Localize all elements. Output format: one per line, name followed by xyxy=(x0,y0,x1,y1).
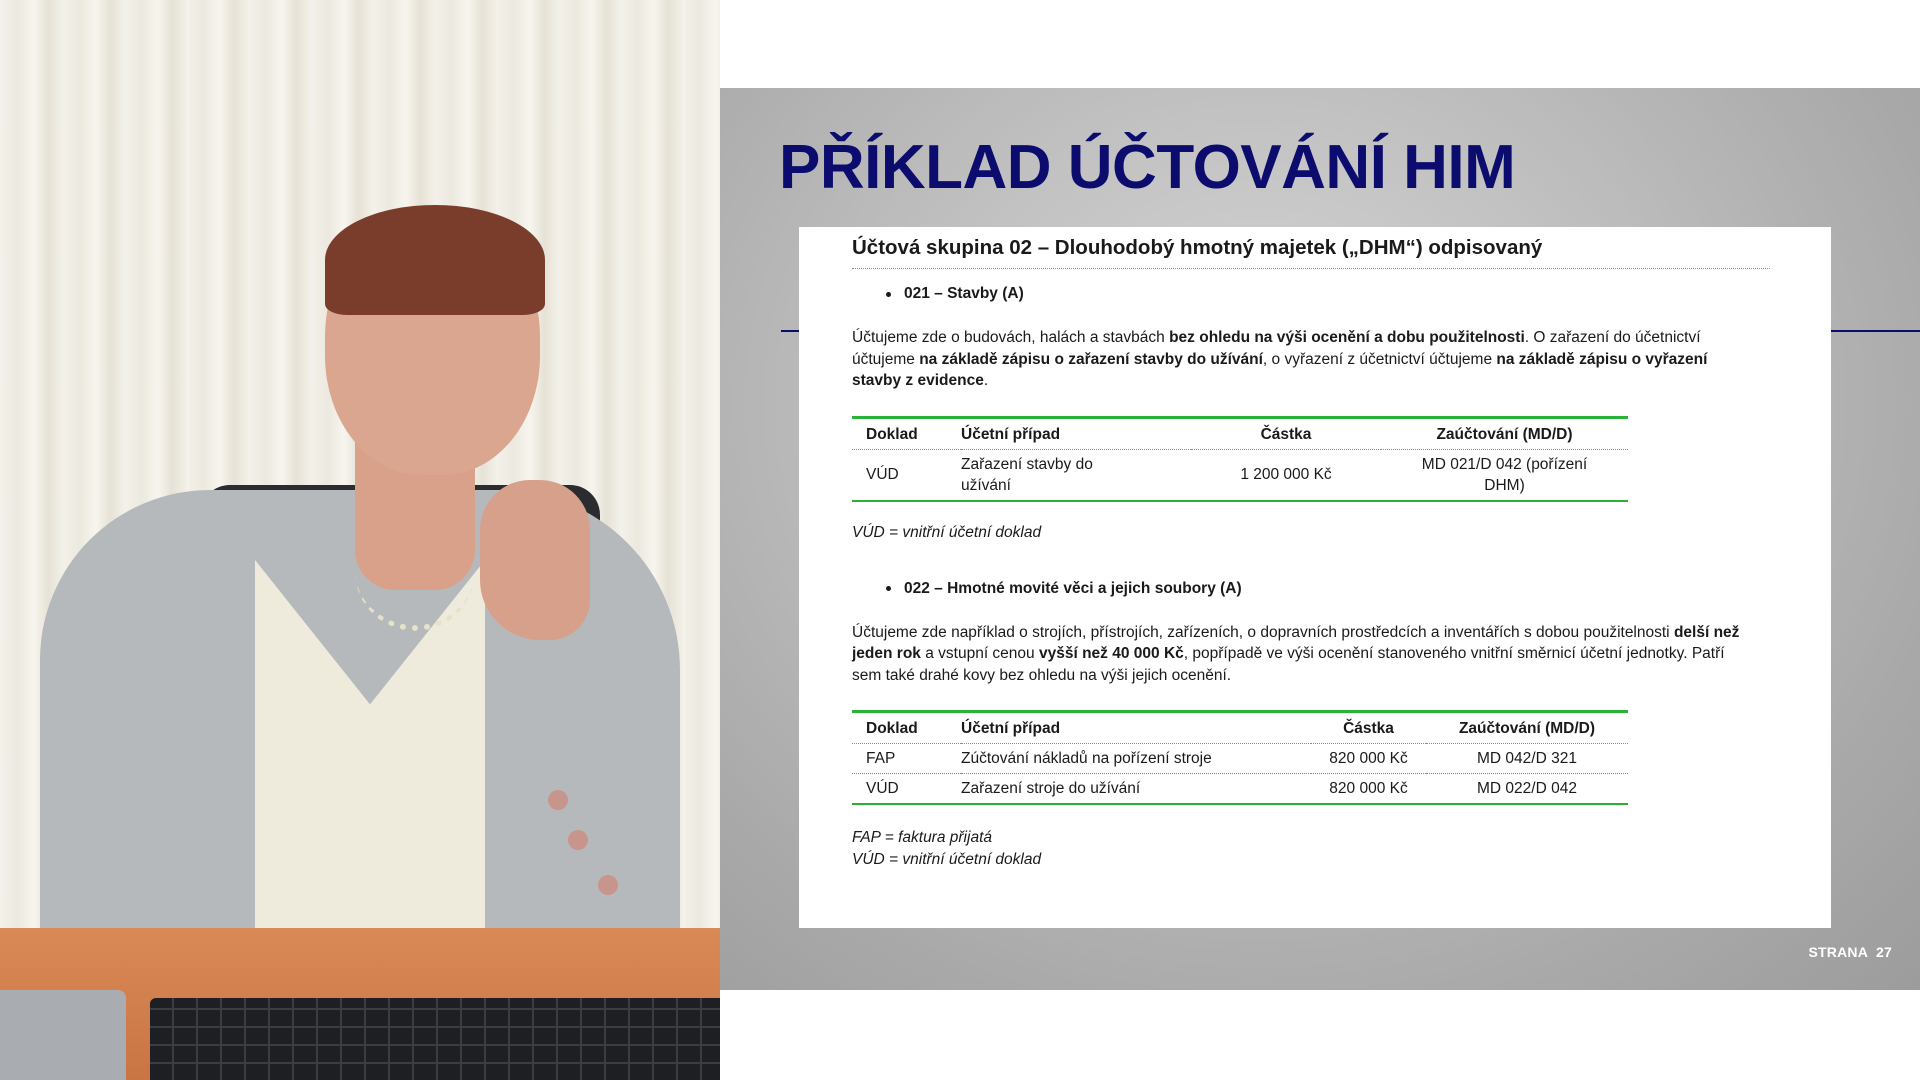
table-row xyxy=(852,744,1628,774)
bullet-label: 021 – Stavby (A) xyxy=(904,285,1024,302)
paragraph-text: , o vyřazení z účetnictví účtujeme xyxy=(1262,350,1497,368)
laptop xyxy=(0,990,126,1080)
legend-note: VÚD = vnitřní účetní doklad xyxy=(852,523,1042,541)
bullet-icon xyxy=(886,292,891,297)
paragraph-022 xyxy=(852,622,1752,687)
title-rule-left xyxy=(781,330,801,332)
cell-doklad: FAP xyxy=(866,750,896,767)
page-label: STRANA xyxy=(1808,944,1869,960)
col-castka: Částka xyxy=(1191,417,1381,449)
cell-castka: 1 200 000 Kč xyxy=(1240,466,1332,483)
table-header-row xyxy=(852,417,1628,449)
table-header-row xyxy=(852,712,1628,744)
presentation-slide xyxy=(720,88,1920,990)
col-ucetni-pripad: Účetní případ xyxy=(961,712,1311,744)
cell-zauctovani: MD 022/D 042 xyxy=(1477,780,1577,797)
section-heading: Účtová skupina 02 – Dlouhodobý hmotný majetek („DHM“) odpisovaný xyxy=(852,227,1770,269)
emphasis-text: delší než jeden rok xyxy=(852,623,1740,662)
paragraph-text: . O zařazení do účetnictví účtujeme xyxy=(852,329,1701,368)
emphasis-text: vyšší než 40 000 Kč xyxy=(1038,645,1184,662)
presenter-hand xyxy=(480,480,590,640)
col-zauctovani: Zaúčtování (MD/D) xyxy=(1381,417,1628,449)
page-indicator xyxy=(1808,944,1892,960)
col-castka: Částka xyxy=(1311,712,1426,744)
emphasis-text: bez ohledu na výši ocenění a dobu použitelnosti xyxy=(1169,329,1525,346)
content-card xyxy=(799,227,1831,928)
paragraph-text: a vstupní cenou xyxy=(920,645,1039,662)
legend-notes-022 xyxy=(852,827,1770,871)
cell-ucetni-pripad: Zúčtování nákladů na pořízení stroje xyxy=(961,750,1212,767)
sleeve-button xyxy=(548,790,568,810)
table-row xyxy=(852,449,1628,501)
cell-zauctovani: MD 042/D 321 xyxy=(1477,750,1577,767)
col-zauctovani: Zaúčtování (MD/D) xyxy=(1426,712,1628,744)
paragraph-text: Účtujeme zde o budovách, halách a stavbách xyxy=(852,329,1170,346)
presenter-hair xyxy=(325,205,545,315)
paragraph-021 xyxy=(852,327,1752,392)
cell-ucetni-pripad: Zařazení stroje do užívání xyxy=(961,780,1141,797)
col-doklad: Doklad xyxy=(852,417,961,449)
page-number: 27 xyxy=(1876,944,1892,960)
bullet-label: 022 – Hmotné movité věci a jejich soubory (A) xyxy=(904,579,1242,597)
bullet-icon xyxy=(886,586,891,591)
cell-ucetni-pripad: Zařazení stavby do užívání xyxy=(961,455,1093,494)
sleeve-button xyxy=(568,830,588,850)
cell-zauctovani: MD 021/D 042 (pořízení DHM) xyxy=(1421,455,1588,494)
paragraph-text: , popřípadě ve výši ocenění stanoveného vnitřní směrnicí účetní jednotky. Patří sem také drahé kovy bez ohledu na výši jejich ocenění. xyxy=(852,645,1725,684)
col-doklad: Doklad xyxy=(852,712,961,744)
sleeve-button xyxy=(598,875,618,895)
bullet-022-movite-veci xyxy=(886,580,1770,598)
bullet-021-stavby xyxy=(886,285,1770,303)
cell-castka: 820 000 Kč xyxy=(1329,750,1408,767)
title-rule-right xyxy=(1831,330,1920,332)
slide-title: PŘÍKLAD ÚČTOVÁNÍ HIM xyxy=(779,133,1516,202)
cell-doklad: VÚD xyxy=(866,466,899,483)
table-022 xyxy=(852,710,1628,805)
emphasis-text: na základě zápisu o vyřazení stavby z evidence xyxy=(852,350,1708,389)
col-ucetni-pripad: Účetní případ xyxy=(961,417,1191,449)
presenter-video xyxy=(0,0,720,1080)
keyboard xyxy=(150,998,720,1080)
legend-note: VÚD = vnitřní účetní doklad xyxy=(852,851,1042,868)
cell-doklad: VÚD xyxy=(866,780,899,797)
legend-notes-021 xyxy=(852,522,1770,544)
table-021 xyxy=(852,416,1628,502)
table-row xyxy=(852,774,1628,805)
legend-note: FAP = faktura přijatá xyxy=(852,829,992,846)
cell-castka: 820 000 Kč xyxy=(1329,780,1408,797)
paragraph-text: . xyxy=(983,372,989,389)
paragraph-text: Účtujeme zde například o strojích, přístrojích, zařízeních, o dopravních prostředcích a inventářích s dobou použitelnosti xyxy=(852,623,1674,641)
emphasis-text: na základě zápisu o zařazení stavby do užívání xyxy=(919,350,1263,368)
